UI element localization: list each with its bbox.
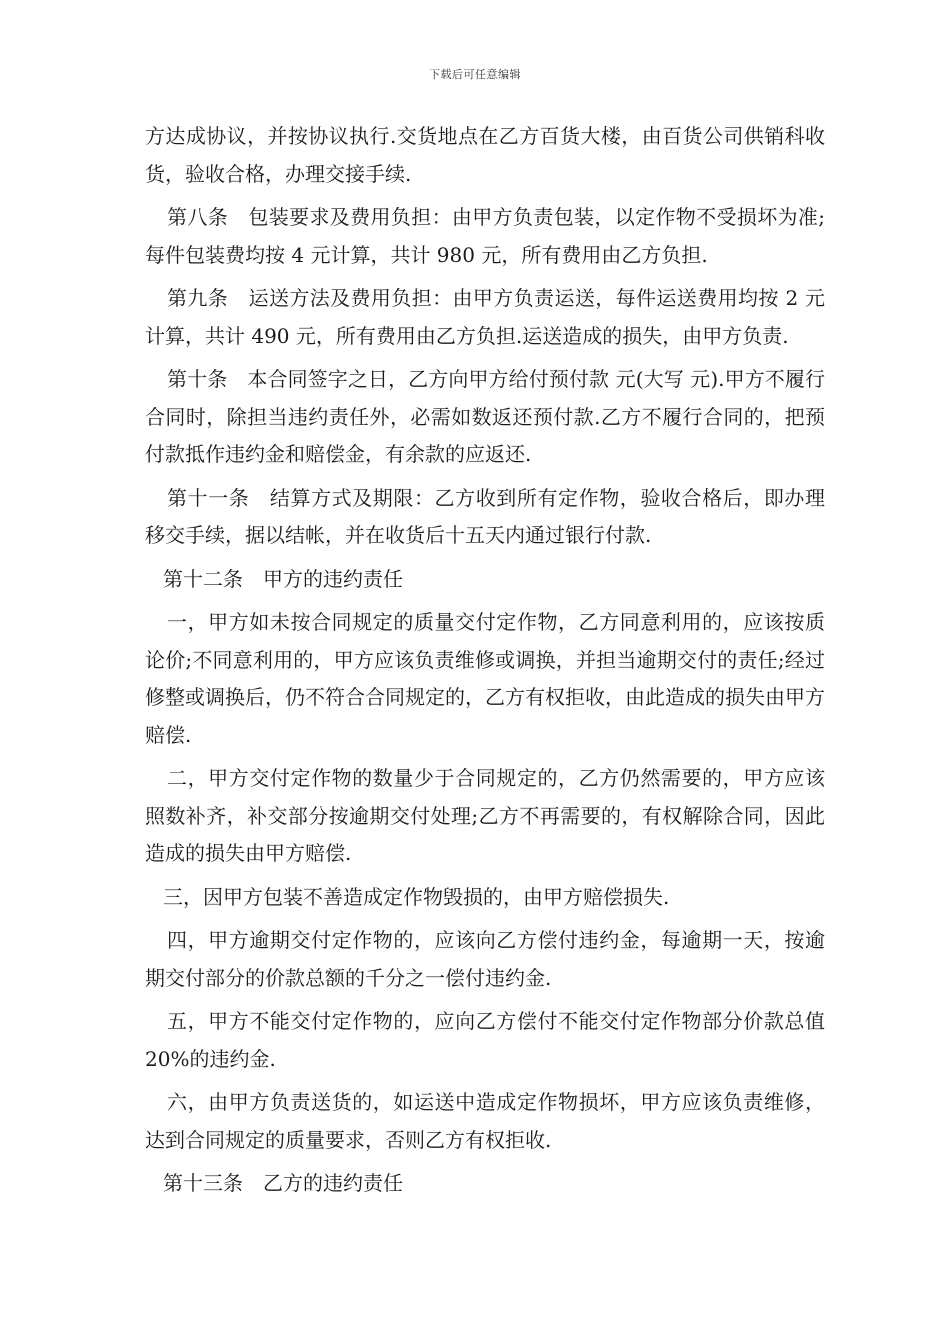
paragraph-article-9: 第九条 运送方法及费用负担：由甲方负责运送，每件运送费用均按 2 元计算，共计 490 元，所有费用由乙方负担.运送造成的损失，由甲方负责. [145, 286, 825, 348]
paragraph-article-13-heading: 第十三条 乙方的违约责任 [163, 1171, 403, 1195]
paragraph-clause-5: 五，甲方不能交付定作物的，应向乙方偿付不能交付定作物部分价款总值 20%的违约金. [145, 1009, 825, 1071]
paragraph-clause-4: 四，甲方逾期交付定作物的，应该向乙方偿付违约金，每逾期一天，按逾期交付部分的价款总额的千分之一偿付违约金. [145, 928, 825, 990]
paragraph-continuation: 方达成协议，并按协议执行.交货地点在乙方百货大楼，由百货公司供销科收货，验收合格，办理交接手续. [145, 124, 825, 186]
paragraph-clause-6: 六，由甲方负责送货的，如运送中造成定作物损坏，甲方应该负责维修，达到合同规定的质量要求，否则乙方有权拒收. [145, 1090, 825, 1152]
paragraph-article-12-heading: 第十二条 甲方的违约责任 [163, 566, 403, 591]
paragraph-article-8: 第八条 包装要求及费用负担：由甲方负责包装，以定作物不受损坏为准;每件包装费均按 4 元计算，共计 980 元，所有费用由乙方负担. [145, 205, 825, 267]
paragraph-clause-3: 三，因甲方包装不善造成定作物毁损的，由甲方赔偿损失. [163, 884, 670, 909]
paragraph-article-10: 第十条 本合同签字之日，乙方向甲方给付预付款 元(大写 元).甲方不履行合同时，除担当违约责任外，必需如数返还预付款.乙方不履行合同的，把预付款抵作违约金和赔偿金，有余款的应返还. [145, 367, 825, 466]
paragraph-clause-2: 二，甲方交付定作物的数量少于合同规定的，乙方仍然需要的，甲方应该照数补齐，补交部分按逾期交付处理;乙方不再需要的，有权解除合同，因此造成的损失由甲方赔偿. [145, 766, 825, 865]
document-body [145, 118, 825, 1209]
paragraph-clause-1: 一，甲方如未按合同规定的质量交付定作物，乙方同意利用的，应该按质论价;不同意利用的，甲方应该负责维修或调换，并担当逾期交付的责任;经过修整或调换后，仍不符合合同规定的，乙方有权拒收，由此造成的损失由甲方赔偿. [145, 610, 825, 747]
page-header: 下载后可任意编辑 [429, 68, 521, 81]
paragraph-article-11: 第十一条 结算方式及期限：乙方收到所有定作物，验收合格后，即办理移交手续，据以结帐，并在收货后十五天内通过银行付款. [145, 485, 825, 547]
